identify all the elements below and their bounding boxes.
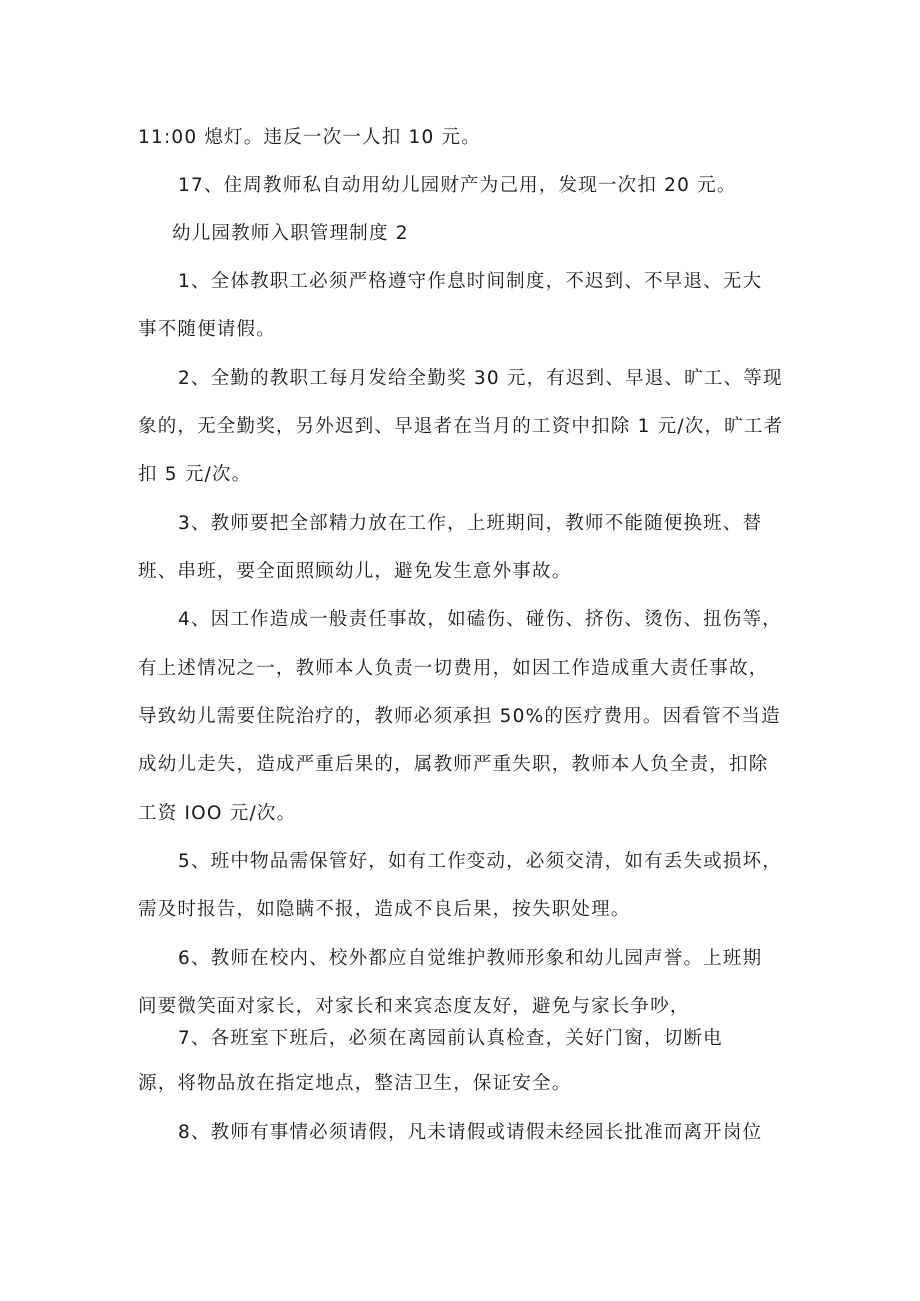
rule-4-line-3: 导致幼儿需要住院治疗的，教师必须承担 50%的医疗费用。因看管不当造 xyxy=(138,706,781,727)
rule-1-line-1: 1、全体教职工必须严格遵守作息时间制度，不迟到、不早退、无大 xyxy=(178,271,763,292)
text-line: 11:00 熄灯。违反一次一人扣 10 元。 xyxy=(138,127,481,148)
rule-17: 17、住周教师私自动用幼儿园财产为己用，发现一次扣 20 元。 xyxy=(178,175,737,196)
rule-6-line-1: 6、教师在校内、校外都应自觉维护教师形象和幼儿园声誉。上班期 xyxy=(178,948,763,969)
rule-2-line-1: 2、全勤的教职工每月发给全勤奖 30 元，有迟到、早退、旷工、等现 xyxy=(178,368,783,389)
rule-3-line-2: 班、串班，要全面照顾幼儿，避免发生意外事故。 xyxy=(138,561,572,582)
rule-5-line-2: 需及时报告，如隐瞒不报，造成不良后果，按失职处理。 xyxy=(138,899,631,920)
rule-7-line-1: 7、各班室下班后，必须在离园前认真检查，关好门窗，切断电 xyxy=(178,1028,723,1049)
rule-1-line-2: 事不随便请假。 xyxy=(138,319,276,340)
rule-6-line-2: 间要微笑面对家长，对家长和来宾态度友好，避免与家长争吵， xyxy=(138,996,690,1017)
section-title: 幼儿园教师入职管理制度 2 xyxy=(172,223,409,244)
rule-5-line-1: 5、班中物品需保管好，如有工作变动，必须交清，如有丢失或损坏， xyxy=(178,851,782,872)
rule-4-line-5: 工资 IOO 元/次。 xyxy=(138,803,297,824)
rule-2-line-3: 扣 5 元/次。 xyxy=(138,464,252,485)
rule-8-line-1: 8、教师有事情必须请假，凡未请假或请假未经园长批准而离开岗位 xyxy=(178,1122,763,1143)
rule-3-line-1: 3、教师要把全部精力放在工作，上班期间，教师不能随便换班、替 xyxy=(178,513,763,534)
rule-7-line-2: 源，将物品放在指定地点，整洁卫生，保证安全。 xyxy=(138,1073,572,1094)
rule-4-line-4: 成幼儿走失，造成严重后果的，属教师严重失职，教师本人负全责，扣除 xyxy=(138,754,769,775)
rule-4-line-1: 4、因工作造成一般责任事故，如磕伤、碰伤、挤伤、烫伤、扭伤等， xyxy=(178,609,782,630)
rule-2-line-2: 象的，无全勤奖，另外迟到、早退者在当月的工资中扣除 1 元/次，旷工者 xyxy=(138,416,784,437)
rule-4-line-2: 有上述情况之一，教师本人负责一切费用，如因工作造成重大责任事故， xyxy=(138,658,769,679)
